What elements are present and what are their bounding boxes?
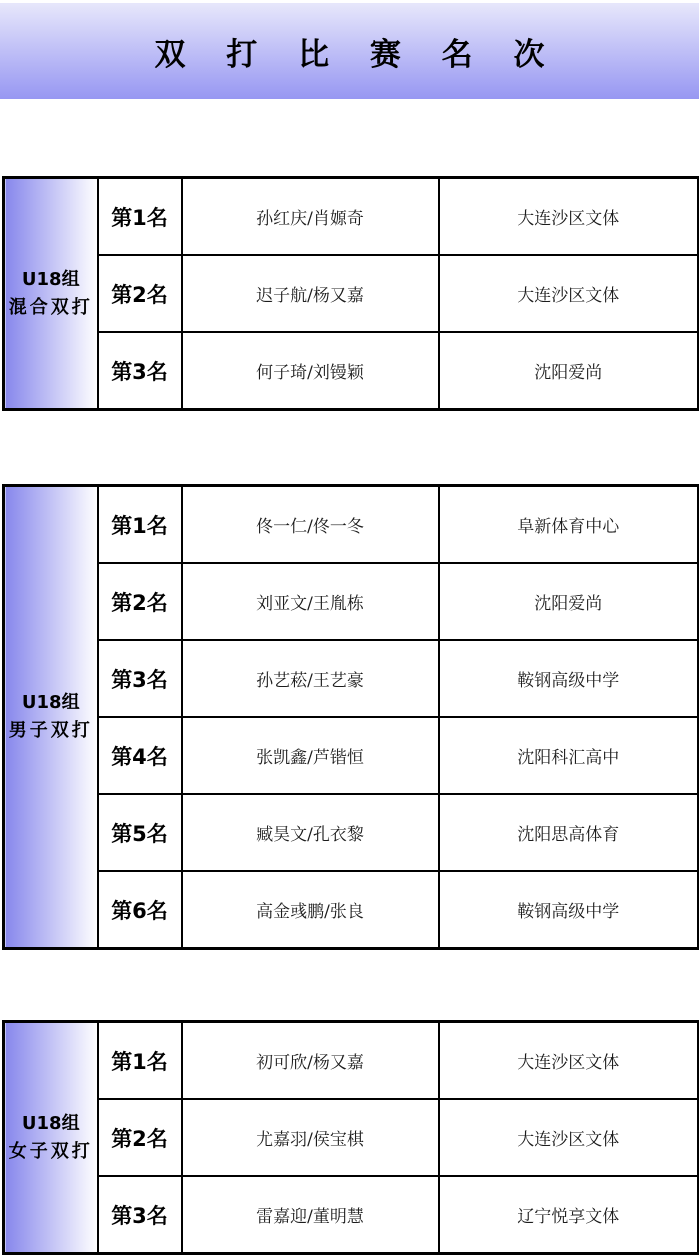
results-table-2 (2, 484, 699, 950)
players-cell: 尤嘉羽/侯宝棋 (182, 1099, 439, 1176)
rank-cell: 第6名 (98, 871, 182, 949)
players-cell: 孙红庆/肖嫄奇 (182, 178, 439, 256)
group-header-cell (4, 178, 98, 410)
table-row (4, 1176, 699, 1254)
team-cell: 沈阳思高体育 (439, 794, 699, 871)
group-name-line2: 女子双打 (8, 1140, 93, 1162)
players-cell: 佟一仁/佟一冬 (182, 486, 439, 564)
rank-cell: 第3名 (98, 640, 182, 717)
players-cell: 雷嘉迎/董明慧 (182, 1176, 439, 1254)
table-row (4, 1022, 699, 1100)
players-cell: 迟子航/杨又嘉 (182, 255, 439, 332)
rank-cell: 第1名 (98, 178, 182, 256)
results-table-3 (2, 1020, 699, 1255)
group-name-line1: U18组 (21, 692, 80, 714)
table-row (4, 332, 699, 410)
players-cell: 初可欣/杨又嘉 (182, 1022, 439, 1100)
team-cell: 大连沙区文体 (439, 1022, 699, 1100)
rank-cell: 第1名 (98, 486, 182, 564)
results-table-1 (2, 176, 699, 411)
players-cell: 何子琦/刘镘颖 (182, 332, 439, 410)
group-header-cell (4, 1022, 98, 1254)
group-header-cell (4, 486, 98, 949)
group-name-line1: U18组 (21, 1112, 80, 1134)
table-row (4, 255, 699, 332)
players-cell: 高金彧鹏/张良 (182, 871, 439, 949)
rank-cell: 第3名 (98, 332, 182, 410)
team-cell: 大连沙区文体 (439, 1099, 699, 1176)
rank-cell: 第2名 (98, 255, 182, 332)
team-cell: 辽宁悦享文体 (439, 1176, 699, 1254)
rank-cell: 第2名 (98, 563, 182, 640)
group-name-line2: 混合双打 (8, 296, 93, 318)
team-cell: 鞍钢高级中学 (439, 640, 699, 717)
players-cell: 臧昊文/孔衣黎 (182, 794, 439, 871)
rank-cell: 第2名 (98, 1099, 182, 1176)
team-cell: 鞍钢高级中学 (439, 871, 699, 949)
rank-cell: 第1名 (98, 1022, 182, 1100)
players-cell: 张凯鑫/芦锴恒 (182, 717, 439, 794)
table-row (4, 794, 699, 871)
rank-cell: 第4名 (98, 717, 182, 794)
players-cell: 刘亚文/王胤栋 (182, 563, 439, 640)
results-tables-container (0, 176, 699, 1255)
page-title: 双 打 比 赛 名 次 (154, 36, 560, 73)
team-cell: 大连沙区文体 (439, 255, 699, 332)
rank-cell: 第3名 (98, 1176, 182, 1254)
team-cell: 阜新体育中心 (439, 486, 699, 564)
group-name-line1: U18组 (21, 268, 80, 290)
table-row (4, 717, 699, 794)
team-cell: 沈阳爱尚 (439, 563, 699, 640)
team-cell: 沈阳科汇高中 (439, 717, 699, 794)
team-cell: 沈阳爱尚 (439, 332, 699, 410)
players-cell: 孙艺菘/王艺豪 (182, 640, 439, 717)
table-row (4, 563, 699, 640)
team-cell: 大连沙区文体 (439, 178, 699, 256)
table-row (4, 486, 699, 564)
table-row (4, 1099, 699, 1176)
title-banner (0, 3, 699, 99)
rank-cell: 第5名 (98, 794, 182, 871)
table-row (4, 640, 699, 717)
group-name-line2: 男子双打 (8, 720, 93, 741)
table-row (4, 178, 699, 256)
table-row (4, 871, 699, 949)
